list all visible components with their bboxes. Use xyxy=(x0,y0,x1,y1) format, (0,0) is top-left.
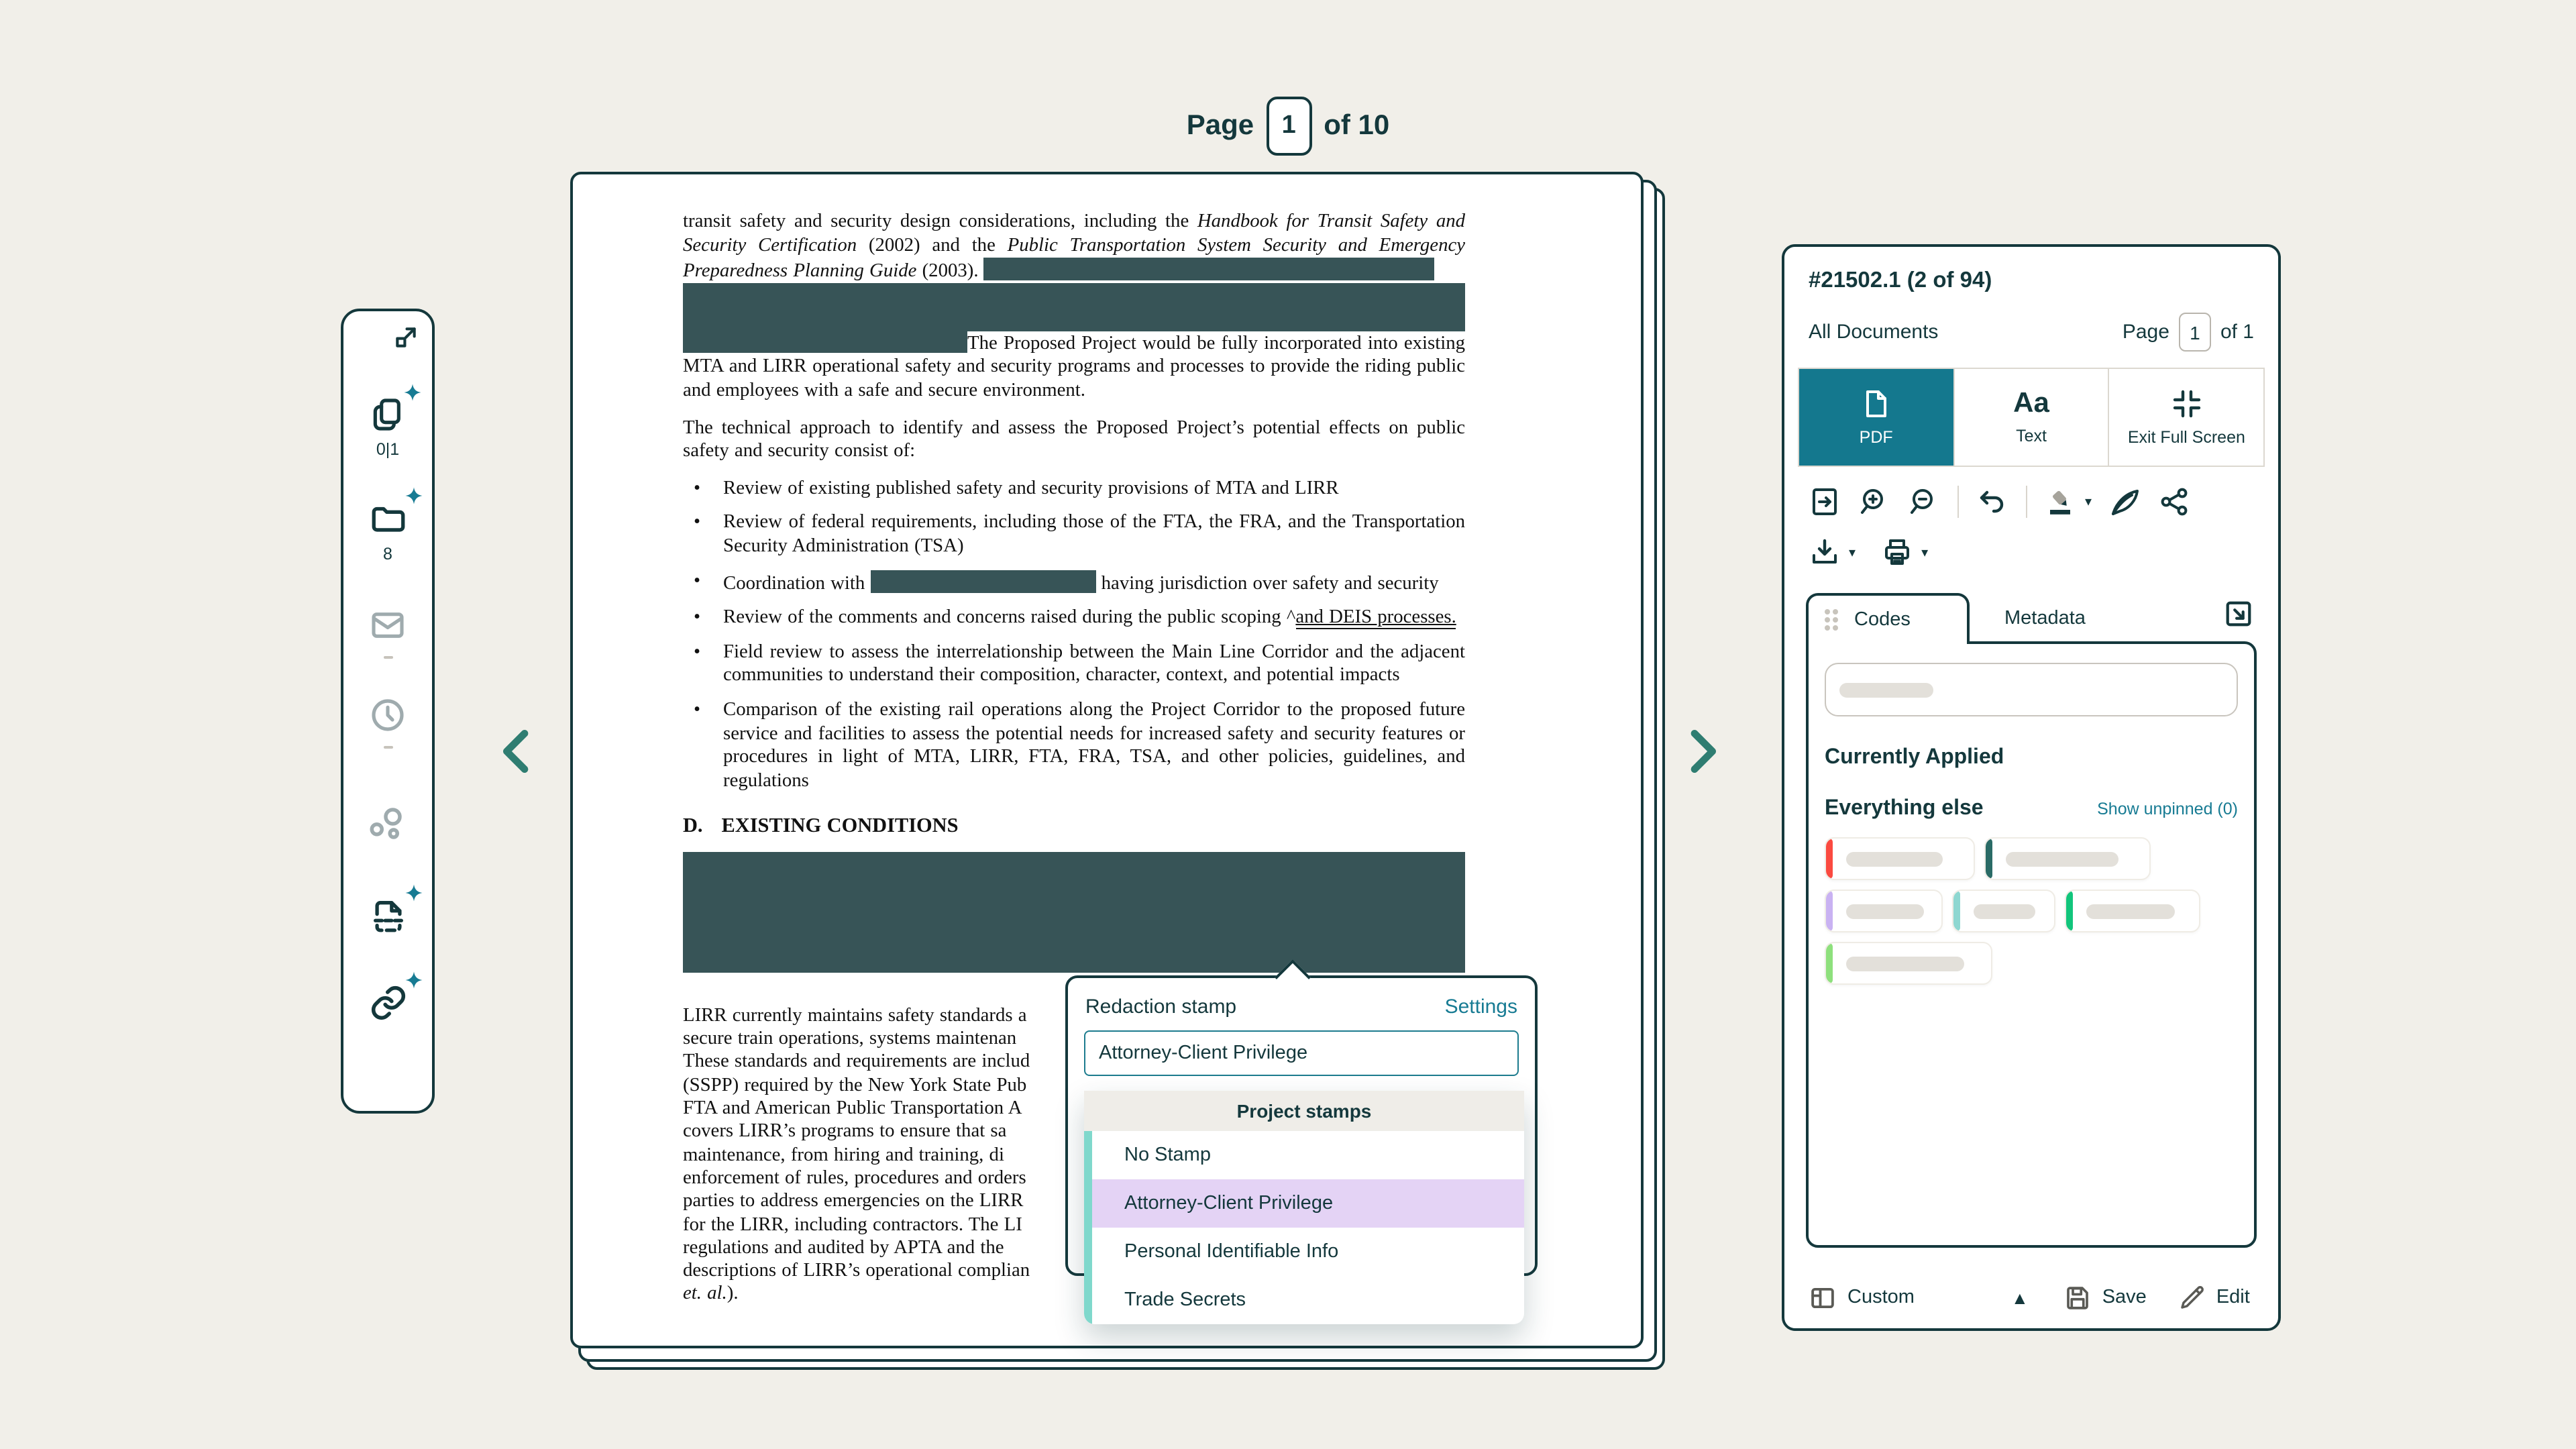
bullet-item: • Review of the comments and concerns raised during the public scoping ^and DEIS processes. xyxy=(694,606,1456,629)
section-heading: D. EXISTING CONDITIONS xyxy=(683,814,959,838)
empty-indicator xyxy=(383,746,392,749)
paragraph: transit safety and security design considerations, including the Handbook for Transit Safety and Security Certification (2002) and the Public Transportation System Security and Emergency Preparedness Planning Guide (2003). xyxy=(683,211,1466,282)
page-label: Page xyxy=(1186,110,1254,141)
view-tabs xyxy=(1798,368,2265,467)
pop-out-icon[interactable] xyxy=(2223,598,2254,629)
toolbar-divider xyxy=(2026,486,2027,518)
document-versions-icon[interactable] xyxy=(368,896,407,935)
chip-color-bar xyxy=(2066,891,2073,931)
layout-icon xyxy=(1809,1283,1837,1311)
print-caret-icon[interactable]: ▾ xyxy=(1921,545,1929,560)
save-button[interactable]: Save xyxy=(2063,1283,2147,1311)
sparkle-icon xyxy=(402,382,423,402)
linked-documents-icon[interactable] xyxy=(368,983,407,1022)
bullet-item: • Field review to assess the interrelationship between the Main Line Corridor and the adjacent communities to understand their composition, character, context, and potential impacts xyxy=(694,641,1465,686)
everything-else-heading: Everything else xyxy=(1825,797,1984,820)
tab-pdf[interactable]: PDF xyxy=(1799,369,1954,466)
text-icon: Aa xyxy=(2013,388,2049,419)
tab-codes[interactable]: Codes xyxy=(1806,593,1970,644)
pdf-toolbar-row2 xyxy=(1809,537,2254,569)
codes-search-input[interactable] xyxy=(1825,663,2238,716)
exit-full-screen-icon xyxy=(2170,388,2202,420)
fit-width-icon[interactable] xyxy=(1809,486,1841,518)
search-placeholder-skeleton xyxy=(1839,682,1933,697)
chip-color-bar xyxy=(1986,839,1992,879)
tab-metadata[interactable]: Metadata xyxy=(2004,608,2086,629)
chip-color-bar xyxy=(1953,891,1960,931)
sparkle-icon xyxy=(403,486,423,506)
expand-panel-icon[interactable] xyxy=(393,325,419,350)
annotate-pen-icon[interactable] xyxy=(2109,486,2141,518)
stamp-option-trade-secrets[interactable]: Trade Secrets xyxy=(1124,1289,1246,1311)
bullet-list xyxy=(683,478,1465,794)
stamp-option-attorney-client[interactable]: Attorney-Client Privilege xyxy=(1092,1179,1524,1228)
paragraph: LIRR currently maintains safety standards a secure train operations, systems maintenan These standards and requirements are includ (SSPP) required by the New York State Pub FTA and American Public Transportation A covers LIRR’s programs to ensure that sa maintenance, from hiring and training, di enforcement of rules, procedures and orders parties to address emergencies on the LIRR for the LIRR, including contractors. The LI regulations and audited by APTA and the descriptions of LIRR’s operational complian et. al.). xyxy=(683,1004,1030,1305)
redaction-block[interactable] xyxy=(683,283,1465,331)
code-chip[interactable] xyxy=(1984,837,2151,880)
code-chip[interactable] xyxy=(1825,890,1943,932)
edit-button[interactable]: Edit xyxy=(2179,1284,2250,1311)
next-document-chevron[interactable] xyxy=(1674,724,1728,778)
all-documents-label[interactable]: All Documents xyxy=(1809,321,1939,343)
document-id: #21502.1 (2 of 94) xyxy=(1809,268,1992,292)
currently-applied-heading: Currently Applied xyxy=(1825,746,2004,769)
sparkle-icon xyxy=(403,970,423,990)
redaction-block-large[interactable] xyxy=(683,852,1465,973)
settings-link[interactable]: Settings xyxy=(1444,996,1517,1018)
chip-color-bar xyxy=(1826,891,1833,931)
marker-caret-icon[interactable]: ▾ xyxy=(2085,494,2092,509)
redaction-stamp-popup xyxy=(1065,975,1538,1311)
redaction-partial[interactable] xyxy=(683,330,967,353)
panel-bottom-bar xyxy=(1784,1267,2278,1328)
review-panel xyxy=(1782,244,2281,1331)
bullet-item: • Comparison of the existing rail operations along the Project Corridor to the proposed future service and facilities to assess the potential needs for increased safety and security features or procedures in light of MTA, LIRR, FTA, FRA, TSA, and other policies, guidelines, and regulations xyxy=(694,698,1465,792)
history-clock-icon[interactable] xyxy=(369,696,407,734)
code-chip[interactable] xyxy=(1825,942,1992,985)
drag-handle-icon[interactable] xyxy=(1822,606,1841,633)
undo-icon[interactable] xyxy=(1976,486,2008,518)
stamp-search-input[interactable]: Attorney-Client Privilege xyxy=(1084,1030,1519,1076)
bullet-item: • Coordination with having jurisdiction over safety and security xyxy=(694,570,1439,594)
page-total-label: of 10 xyxy=(1324,110,1390,141)
stamp-group-header: Project stamps xyxy=(1084,1091,1524,1131)
print-icon[interactable] xyxy=(1881,537,1913,569)
panel-page-input[interactable]: 1 xyxy=(2179,313,2211,352)
toolbar-divider xyxy=(1957,486,1959,518)
clusters-icon[interactable] xyxy=(368,805,408,845)
show-unpinned-link[interactable]: Show unpinned (0) xyxy=(2097,800,2238,818)
panel-page-control: Page 1 of 1 xyxy=(2123,313,2254,352)
pdf-file-icon xyxy=(1860,388,1892,420)
chip-color-bar xyxy=(1826,943,1833,983)
bullet-item: • Review of existing published safety and security provisions of MTA and LIRR xyxy=(694,477,1339,499)
pencil-icon xyxy=(2179,1284,2206,1311)
download-caret-icon[interactable]: ▾ xyxy=(1849,545,1856,560)
document-page-header xyxy=(0,97,2576,156)
duplicates-count: 0|1 xyxy=(376,440,400,459)
collapse-caret-icon[interactable]: ▲ xyxy=(2010,1287,2029,1307)
sparkle-icon xyxy=(403,883,423,903)
code-chip[interactable] xyxy=(1952,890,2055,932)
tab-exit-full-screen[interactable]: Exit Full Screen xyxy=(2110,369,2263,466)
stamp-option-no-stamp[interactable]: No Stamp xyxy=(1124,1144,1211,1166)
zoom-in-icon[interactable] xyxy=(1858,486,1890,518)
code-chip[interactable] xyxy=(1825,837,1975,880)
bullet-item: • Review of federal requirements, including those of the FTA, the FRA, and the Transportation Security Administration (TSA) xyxy=(694,511,1465,557)
share-icon[interactable] xyxy=(2159,486,2191,518)
email-thread-icon[interactable] xyxy=(369,606,407,644)
context-sidebar xyxy=(341,309,435,1114)
empty-indicator xyxy=(383,656,392,659)
folders-icon[interactable] xyxy=(368,499,407,538)
popup-title: Redaction stamp xyxy=(1085,996,1237,1018)
stamp-group-strip xyxy=(1084,1131,1092,1324)
redaction-partial[interactable] xyxy=(984,258,1435,280)
redaction-marker-icon[interactable] xyxy=(2045,486,2077,518)
duplicates-icon[interactable] xyxy=(369,396,407,433)
custom-layout-button[interactable]: Custom xyxy=(1809,1283,1915,1311)
pdf-toolbar-row1 xyxy=(1809,486,2254,518)
previous-document-chevron[interactable] xyxy=(491,724,545,778)
paragraph: The Proposed Project would be fully incorporated into existing MTA and LIRR operational safety and security programs and processes to provide the riding public and employees with a safe and secure environment. xyxy=(683,330,1465,404)
folders-count: 8 xyxy=(383,545,392,564)
stamp-dropdown xyxy=(1084,1091,1524,1324)
tab-text[interactable]: Aa Text xyxy=(1954,369,2109,466)
zoom-out-icon[interactable] xyxy=(1908,486,1940,518)
code-chips xyxy=(1825,837,2238,985)
stamp-option-pii[interactable]: Personal Identifiable Info xyxy=(1124,1241,1339,1263)
page-number-input[interactable]: 1 xyxy=(1266,97,1311,156)
paragraph: The technical approach to identify and assess the Proposed Project’s potential effects on public safety and security consist of: xyxy=(683,417,1465,462)
redaction-partial[interactable] xyxy=(870,570,1095,592)
download-icon[interactable] xyxy=(1809,537,1841,569)
save-icon xyxy=(2063,1283,2092,1311)
chip-color-bar xyxy=(1826,839,1833,879)
codes-metadata-tabbar xyxy=(1806,593,2257,644)
codes-panel-body xyxy=(1806,641,2257,1248)
code-chip[interactable] xyxy=(2065,890,2200,932)
